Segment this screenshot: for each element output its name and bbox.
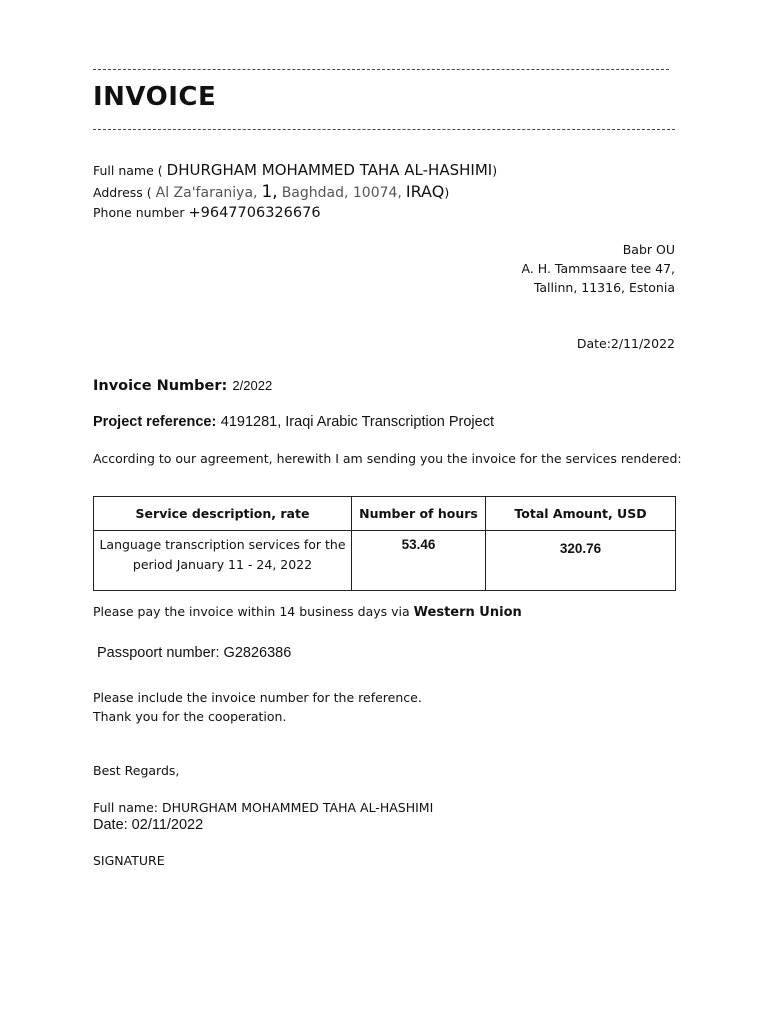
sender-full-name bbox=[93, 161, 497, 179]
service-description-line-2: period January 11 - 24, 2022 bbox=[132, 557, 313, 572]
payment-instructions bbox=[93, 604, 522, 620]
table-header-row bbox=[94, 497, 676, 531]
service-description-cell bbox=[94, 531, 352, 591]
footer-full-name: Full name: DHURGHAM MOHAMMED TAHA AL-HASHIMI bbox=[93, 800, 434, 815]
service-description-line-1: Language transcription services for the bbox=[99, 537, 346, 552]
full-name-value: DHURGHAM MOHAMMED TAHA AL-HASHIMI bbox=[166, 161, 493, 179]
hours-cell: 53.46 bbox=[352, 531, 486, 591]
table-row bbox=[94, 531, 676, 591]
recipient-line-1: Babr OU bbox=[622, 242, 675, 257]
recipient-line-2: A. H. Tammsaare tee 47, bbox=[521, 261, 675, 276]
invoice-number bbox=[93, 375, 272, 394]
services-table bbox=[93, 496, 676, 591]
sender-phone bbox=[93, 205, 321, 221]
invoice-title: INVOICE bbox=[93, 82, 217, 112]
closing-line-2: Thank you for the cooperation. bbox=[93, 709, 287, 724]
bottom-dashed-rule bbox=[93, 129, 675, 130]
address-label: Address ( bbox=[93, 185, 152, 200]
payment-text: Please pay the invoice within 14 business days via bbox=[93, 604, 410, 619]
closing-line-1: Please include the invoice number for the reference. bbox=[93, 690, 422, 705]
sender-address bbox=[93, 182, 449, 202]
address-part2: Baghdad, 10074, bbox=[281, 185, 402, 201]
full-name-label: Full name ( bbox=[93, 163, 163, 178]
full-name-close: ) bbox=[492, 163, 498, 178]
column-header-total: Total Amount, USD bbox=[486, 497, 676, 531]
invoice-date: Date:2/11/2022 bbox=[576, 336, 675, 351]
recipient-line-3: Tallinn, 11316, Estonia bbox=[533, 280, 675, 295]
passport-number: Passpoort number: G2826386 bbox=[97, 645, 292, 661]
address-country: IRAQ bbox=[405, 182, 445, 201]
project-reference-value: 4191281, Iraqi Arabic Transcription Project bbox=[220, 414, 494, 430]
best-regards: Best Regards, bbox=[93, 763, 180, 778]
project-reference-label: Project reference: bbox=[93, 414, 217, 430]
invoice-number-label: Invoice Number: bbox=[93, 378, 228, 394]
signature-label: SIGNATURE bbox=[93, 853, 165, 868]
invoice-number-value: 2/2022 bbox=[232, 378, 273, 393]
address-number: 1, bbox=[261, 182, 278, 202]
address-close: ) bbox=[444, 185, 450, 200]
phone-label: Phone number bbox=[93, 205, 185, 220]
footer-date: Date: 02/11/2022 bbox=[93, 817, 204, 833]
intro-text: According to our agreement, herewith I am sending you the invoice for the services rendered: bbox=[93, 451, 682, 466]
column-header-description: Service description, rate bbox=[94, 497, 352, 531]
total-amount-cell: 320.76 bbox=[486, 531, 676, 591]
top-dashed-rule bbox=[93, 69, 669, 70]
project-reference bbox=[93, 413, 494, 431]
phone-value: +9647706326676 bbox=[188, 205, 321, 221]
address-part1: Al Za'faraniya, bbox=[155, 185, 258, 201]
column-header-hours: Number of hours bbox=[352, 497, 486, 531]
payment-method: Western Union bbox=[413, 605, 522, 620]
